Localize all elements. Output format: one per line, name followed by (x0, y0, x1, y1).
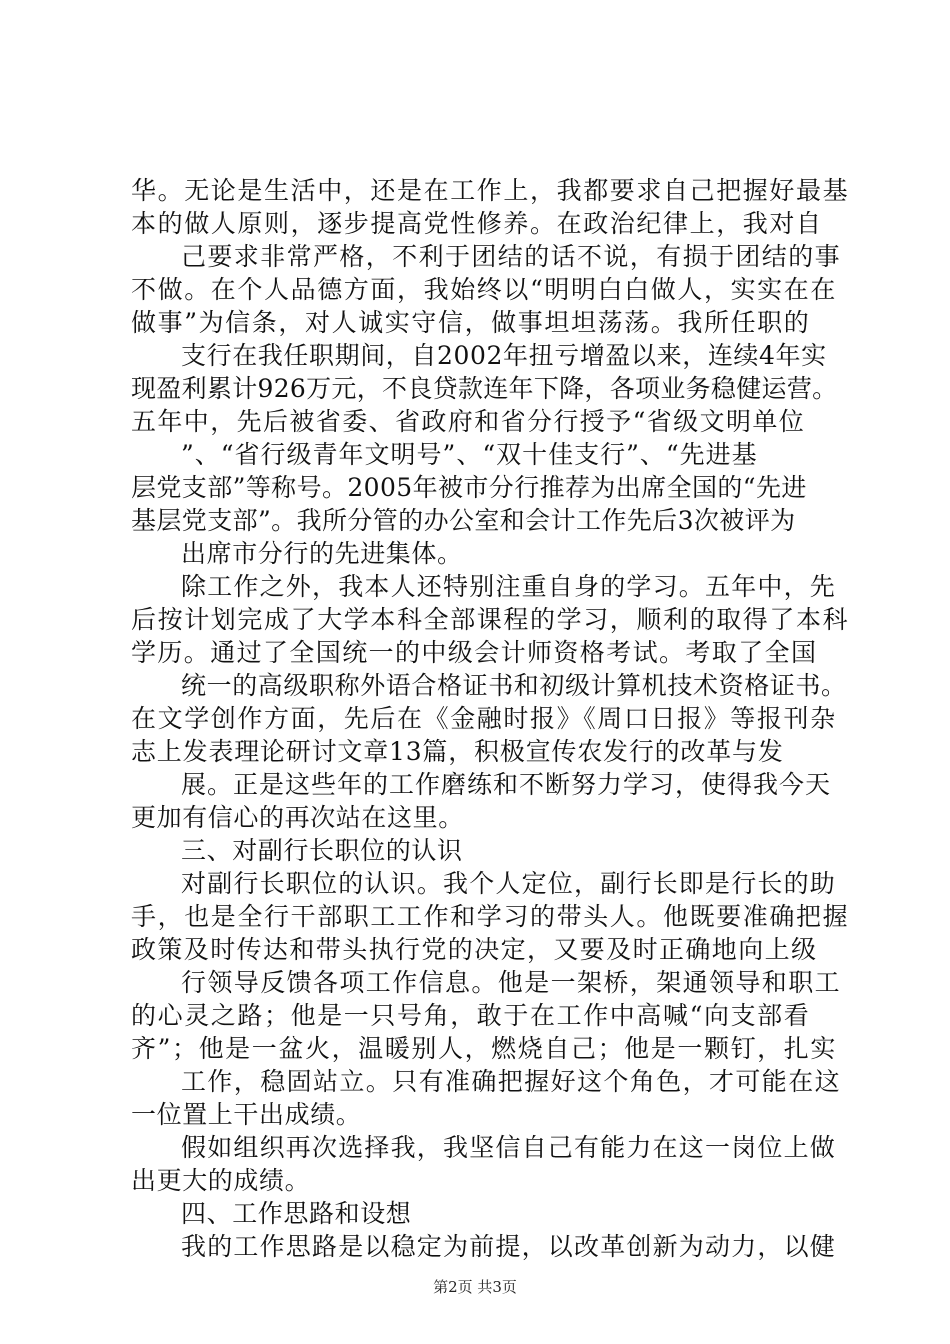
text-line: 己要求非常严格，不利于团结的话不说，有损于团结的事 (181, 242, 842, 271)
text-line: 除工作之外，我本人还特别注重自身的学习。五年中，先 (181, 572, 837, 601)
text-line: 支行在我任职期间，自2002年扭亏增盈以来，连续4年实 (181, 341, 827, 370)
text-line: 本的做人原则，逐步提高党性修养。在政治纪律上，我对自 (131, 209, 823, 238)
text-line: 做事”为信条，对人诚实守信，做事坦坦荡荡。我所任职的 (131, 308, 811, 337)
text-line: 统一的高级职称外语合格证书和初级计算机技术资格证书。 (181, 671, 847, 700)
text-line: 层党支部”等称号。2005年被市分行推荐为出席全国的“先进 (131, 473, 807, 502)
section-heading: 三、对副行长职位的认识 (181, 836, 463, 865)
text-line: 政策及时传达和带头执行党的决定，又要及时正确地向上级 (131, 935, 818, 964)
text-line: 的心灵之路；他是一只号角，敢于在工作中高喊“向支部看 (131, 1001, 811, 1030)
text-line: 出更大的成绩。 (131, 1166, 311, 1195)
text-line: 手，也是全行干部职工工作和学习的带头人。他既要准确把握 (131, 902, 850, 931)
text-line: 对副行长职位的认识。我个人定位，副行长即是行长的助 (181, 869, 837, 898)
text-line: 现盈利累计926万元，不良贷款连年下降，各项业务稳健运营。 (131, 374, 838, 403)
text-line: 我的工作思路是以稳定为前提，以改革创新为动力，以健 (181, 1232, 837, 1261)
text-line: ”、“省行级青年文明号”、“双十佳支行”、“先进基 (181, 440, 758, 469)
text-line: 基层党支部”。我所分管的办公室和会计工作先后3次被评为 (131, 506, 796, 535)
text-line: 工作，稳固站立。只有准确把握好这个角色，才可能在这 (181, 1067, 842, 1096)
section-heading: 四、工作思路和设想 (181, 1199, 412, 1228)
text-line: 不做。在个人品德方面，我始终以“明明白白做人，实实在在 (131, 275, 837, 304)
text-line: 志上发表理论研讨文章13篇，积极宣传农发行的改革与发 (131, 737, 784, 766)
text-line: 行领导反馈各项工作信息。他是一架桥，架通领导和职工 (181, 968, 842, 997)
text-line: 展。正是这些年的工作磨练和不断努力学习，使得我今天 (181, 770, 832, 799)
page-number-label: 第2页 共3页 (433, 1278, 517, 1296)
text-line: 华。无论是生活中，还是在工作上，我都要求自己把握好最基 (131, 176, 850, 205)
text-line: 五年中，先后被省委、省政府和省分行授予“省级文明单位 (131, 407, 806, 436)
text-line: 在文学创作方面，先后在《金融时报》《周口日报》等报刊杂 (131, 704, 837, 733)
text-line: 出席市分行的先进集体。 (181, 539, 463, 568)
text-line: 假如组织再次选择我，我坚信自己有能力在这一岗位上做 (181, 1133, 837, 1162)
text-line: 一位置上干出成绩。 (131, 1100, 362, 1129)
page-footer (0, 1277, 950, 1297)
text-line: 后按计划完成了大学本科全部课程的学习，顺利的取得了本科 (131, 605, 850, 634)
text-line: 更加有信心的再次站在这里。 (131, 803, 464, 832)
text-line: 齐”；他是一盆火，温暖别人，燃烧自己；他是一颗钉，扎实 (131, 1034, 837, 1063)
text-line: 学历。通过了全国统一的中级会计师资格考试。考取了全国 (131, 638, 818, 667)
